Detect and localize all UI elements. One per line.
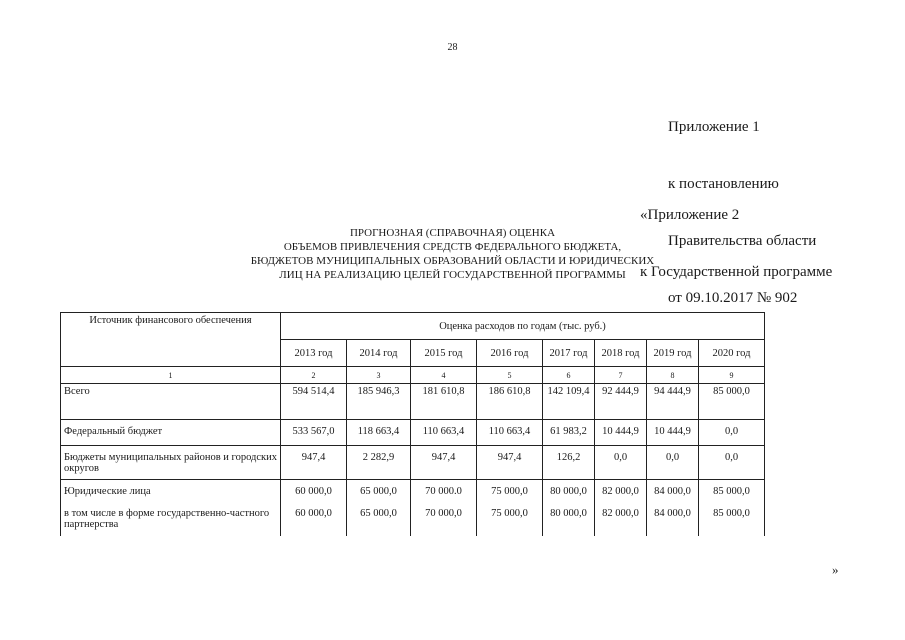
cell-value: 61 983,2 [543, 424, 595, 446]
closing-quote: » [832, 562, 839, 577]
table-row [61, 384, 765, 420]
year-header: 2014 год [347, 340, 411, 367]
appendix-1-line: от 09.10.2017 № 902 [668, 290, 798, 306]
cell-value: 118 663,4 [347, 424, 411, 446]
column-index: 7 [595, 367, 647, 384]
cell-value: 594 514,4 [281, 384, 347, 420]
cell-value: 10 444,9 [647, 424, 699, 446]
column-index: 3 [347, 367, 411, 384]
cell-value: 947,4 [281, 450, 347, 480]
cell-value: 65 000,0 [347, 484, 411, 506]
cell-value: 142 109,4 [543, 384, 595, 420]
cell-value: 92 444,9 [595, 384, 647, 420]
appendix-1-line: Приложение 1 [668, 119, 760, 135]
cell-value: 84 000,0 [647, 506, 699, 536]
cell-value: 126,2 [543, 450, 595, 480]
row-label: Всего [61, 384, 281, 420]
cell-value: 80 000,0 [543, 484, 595, 506]
document-title [0, 226, 905, 282]
cell-value: 75 000,0 [477, 484, 543, 506]
cell-value: 75 000,0 [477, 506, 543, 536]
cell-value: 65 000,0 [347, 506, 411, 536]
cell-value: 60 000,0 [281, 484, 347, 506]
column-index: 9 [699, 367, 765, 384]
cell-value: 10 444,9 [595, 424, 647, 446]
title-line: ЛИЦ НА РЕАЛИЗАЦИЮ ЦЕЛЕЙ ГОСУДАРСТВЕННОЙ ПРОГРАММЫ [279, 269, 626, 281]
cell-value: 0,0 [647, 450, 699, 480]
cell-value: 186 610,8 [477, 384, 543, 420]
cell-value: 82 000,0 [595, 506, 647, 536]
year-header: 2019 год [647, 340, 699, 367]
cell-value: 110 663,4 [477, 424, 543, 446]
cell-value: 85 000,0 [699, 506, 765, 536]
appendix-2-line: «Приложение 2 [640, 207, 740, 223]
appendix-1-line: к постановлению [668, 176, 779, 192]
column-index: 5 [477, 367, 543, 384]
cell-value: 2 282,9 [347, 450, 411, 480]
row-label: Федеральный бюджет [61, 424, 281, 446]
cell-value: 60 000,0 [281, 506, 347, 536]
appendix-1-line: Правительства области [668, 233, 817, 249]
source-header: Источник финансового обеспечения [61, 313, 281, 367]
cell-value: 85 000,0 [699, 384, 765, 420]
year-header: 2013 год [281, 340, 347, 367]
appendix-2-line: к Государственной программе [640, 264, 833, 280]
title-line: ПРОГНОЗНАЯ (СПРАВОЧНАЯ) ОЦЕНКА [349, 227, 556, 239]
cell-value: 82 000,0 [595, 484, 647, 506]
year-header: 2015 год [411, 340, 477, 367]
row-label: Юридические лица [61, 484, 281, 506]
cell-value: 110 663,4 [411, 424, 477, 446]
estimate-header: Оценка расходов по годам (тыс. руб.) [281, 313, 765, 340]
cell-value: 0,0 [699, 450, 765, 480]
year-header: 2016 год [477, 340, 543, 367]
year-header: 2017 год [543, 340, 595, 367]
cell-value: 70 000.0 [411, 484, 477, 506]
table-row [61, 484, 765, 506]
cell-value: 70 000,0 [411, 506, 477, 536]
table-row [61, 450, 765, 480]
cell-value: 185 946,3 [347, 384, 411, 420]
year-header: 2020 год [699, 340, 765, 367]
cell-value: 80 000,0 [543, 506, 595, 536]
column-index: 2 [281, 367, 347, 384]
cell-value: 0,0 [595, 450, 647, 480]
column-index: 4 [411, 367, 477, 384]
cell-value: 0,0 [699, 424, 765, 446]
table-row [61, 506, 765, 536]
cell-value: 85 000,0 [699, 484, 765, 506]
row-label: в том числе в форме государственно-частного партнерства [61, 506, 281, 536]
column-index: 8 [647, 367, 699, 384]
cell-value: 533 567,0 [281, 424, 347, 446]
column-index: 1 [61, 367, 281, 384]
page-number: 28 [447, 42, 458, 53]
column-index: 6 [543, 367, 595, 384]
cell-value: 84 000,0 [647, 484, 699, 506]
funding-table [60, 312, 765, 536]
table-row [61, 424, 765, 446]
cell-value: 947,4 [477, 450, 543, 480]
cell-value: 947,4 [411, 450, 477, 480]
title-line: ОБЪЕМОВ ПРИВЛЕЧЕНИЯ СРЕДСТВ ФЕДЕРАЛЬНОГО БЮДЖЕТА, [283, 241, 622, 253]
year-header: 2018 год [595, 340, 647, 367]
title-line: БЮДЖЕТОВ МУНИЦИПАЛЬНЫХ ОБРАЗОВАНИЙ ОБЛАСТИ И ЮРИДИЧЕСКИХ [250, 255, 655, 267]
cell-value: 181 610,8 [411, 384, 477, 420]
cell-value: 94 444,9 [647, 384, 699, 420]
row-label: Бюджеты муниципальных районов и городских округов [61, 450, 281, 480]
